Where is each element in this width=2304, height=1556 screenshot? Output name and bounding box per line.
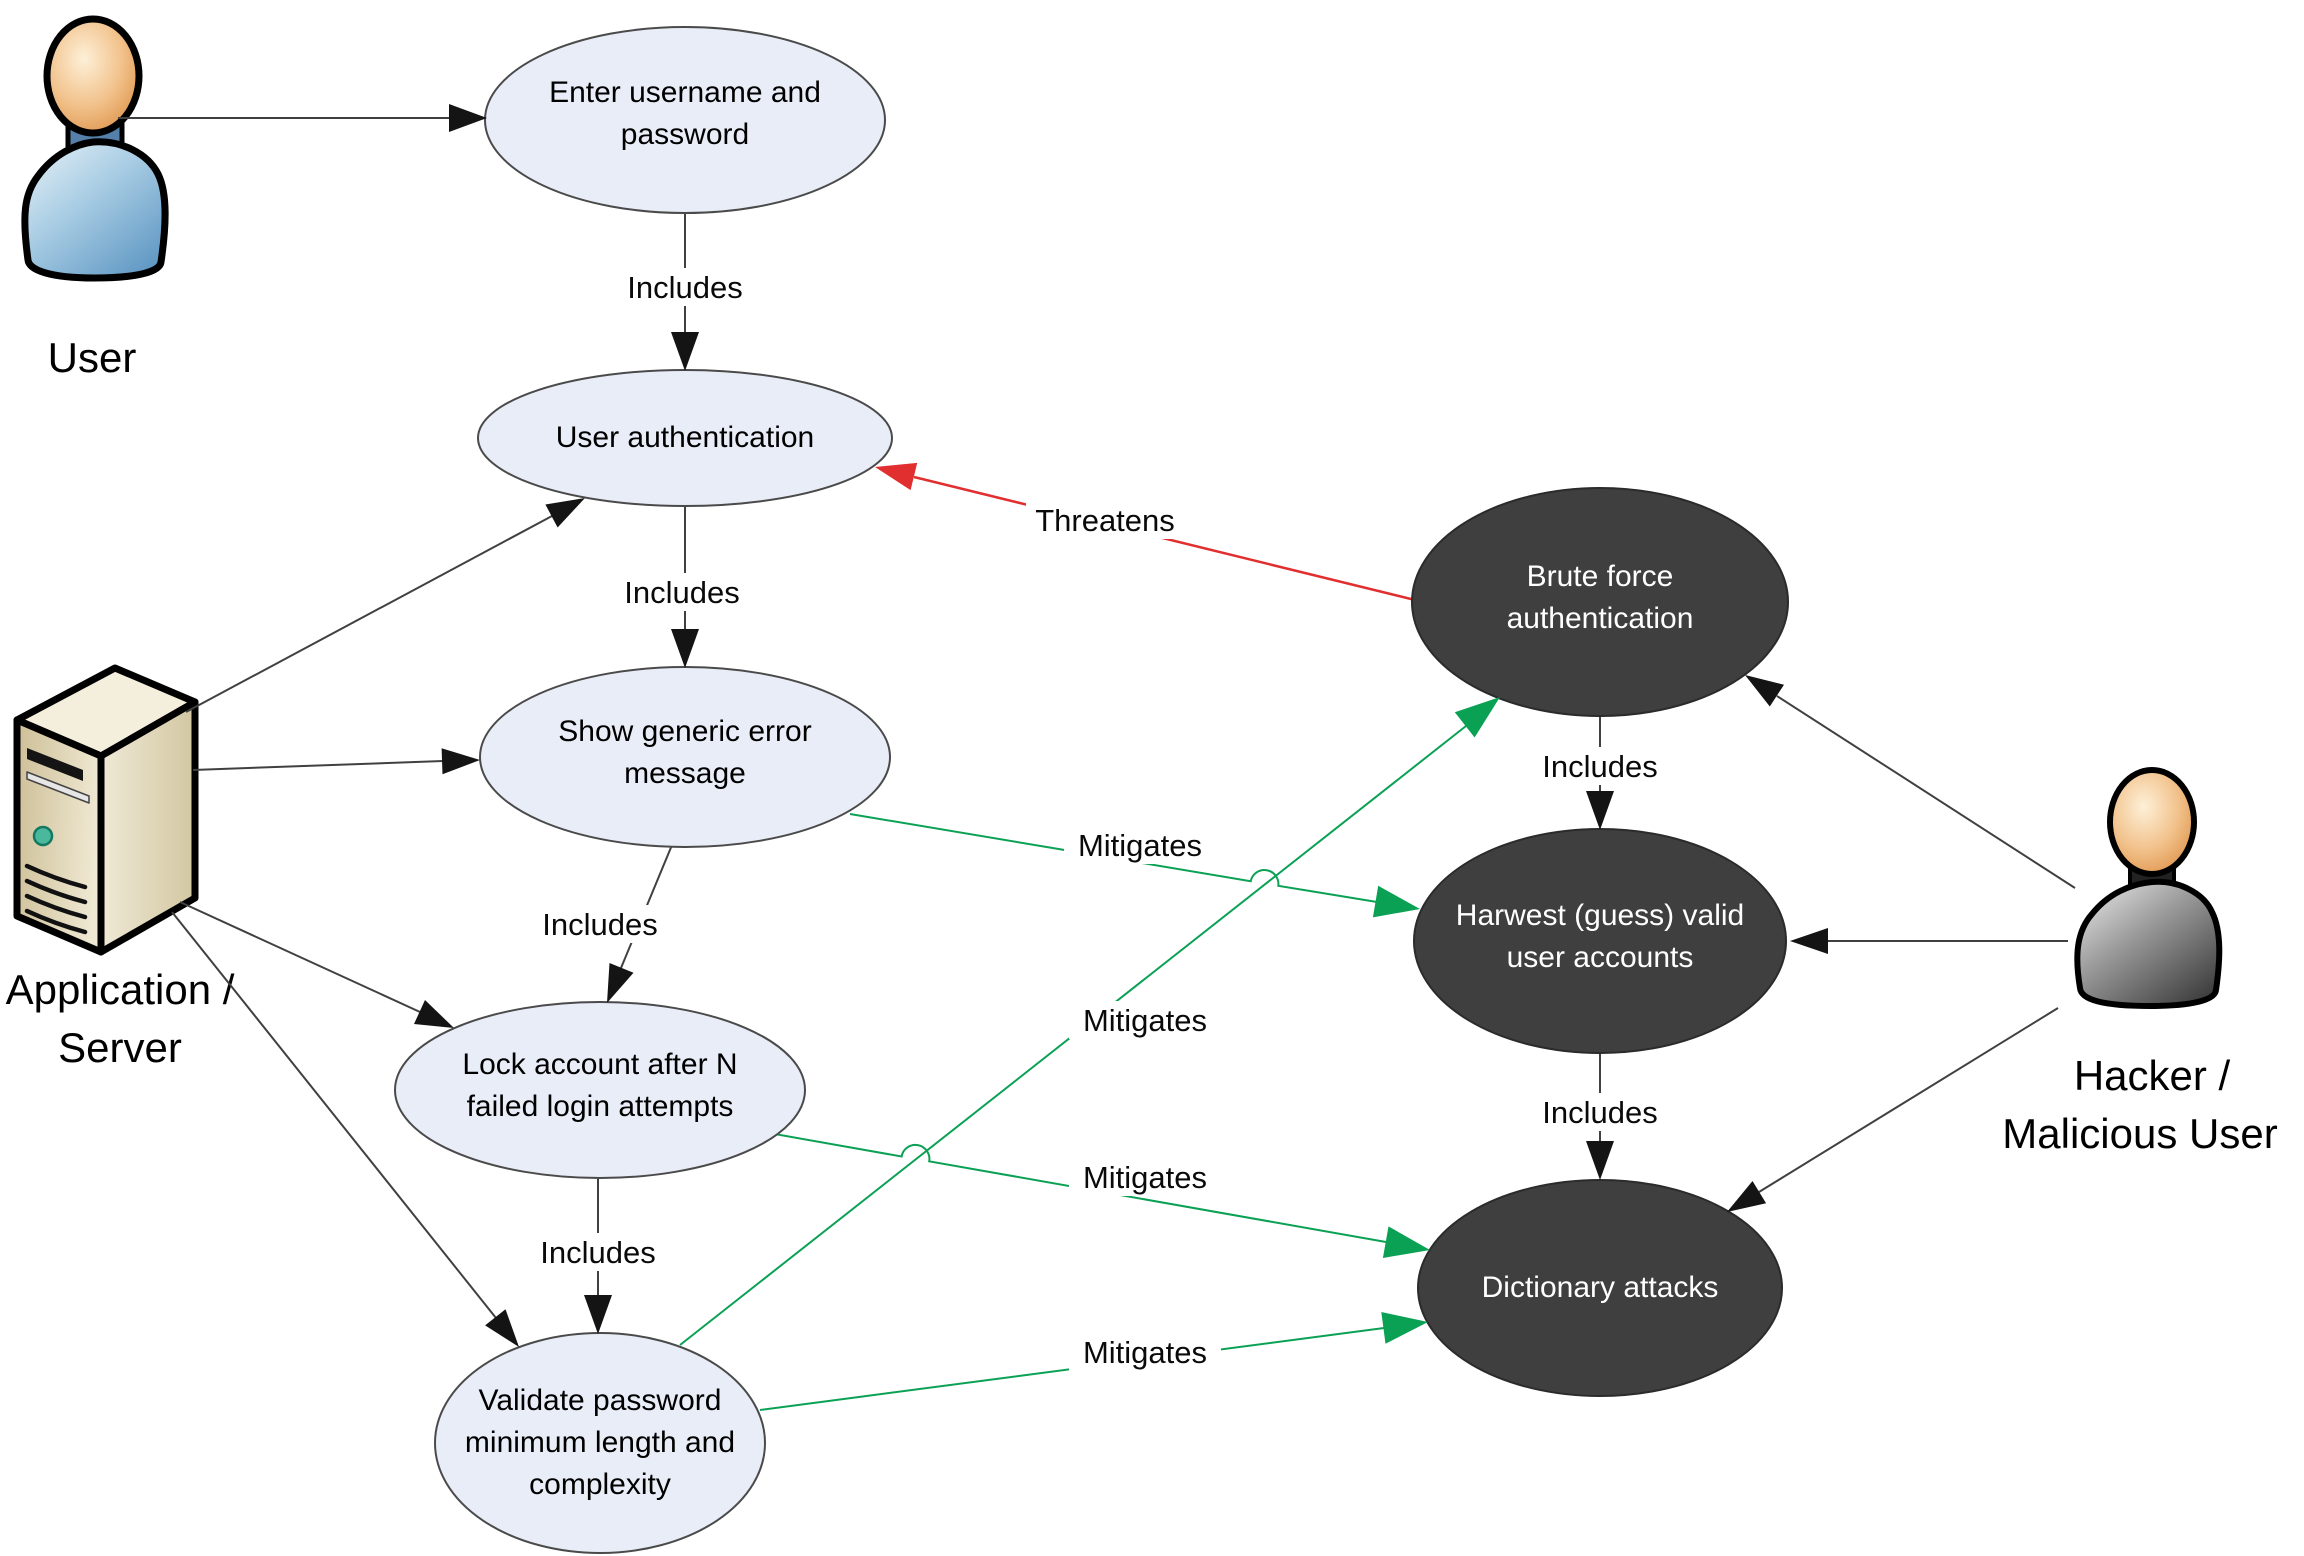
hacker-actor-icon (2077, 770, 2219, 1006)
arrowhead-include-6 (1586, 1141, 1614, 1180)
edge-server-show-generic-error (193, 761, 443, 770)
arrowhead-include-3 (607, 963, 634, 1003)
arrowhead-server-show-generic-error (442, 748, 480, 774)
hacker-actor-label-line1: Hacker / (2073, 1052, 2231, 1099)
arrowhead-include-1 (671, 332, 699, 371)
arrowhead-mitigates-lock-dictionary (1383, 1226, 1430, 1258)
arrowhead-include-4 (584, 1295, 612, 1334)
hacker-actor-label-line2: Malicious User (2002, 1110, 2278, 1157)
show-generic-error-label-line1: Show generic error (558, 715, 812, 748)
user-body (25, 142, 165, 278)
association-and-include-lines (118, 118, 2075, 1318)
harvest-accounts-label-line2: user accounts (1506, 941, 1694, 974)
enter-credentials-label-line1: Enter username and (549, 76, 821, 109)
brute-force-label-line2: authentication (1506, 602, 1694, 635)
validate-password-label-line3: complexity (529, 1468, 671, 1501)
lock-account-label-line1: Lock account after N (462, 1048, 738, 1081)
user-actor-label: User (47, 334, 137, 381)
hacker-head (2110, 770, 2194, 874)
arrowhead-mitigates-validate-dictionary (1381, 1312, 1428, 1344)
user-authentication-label: User authentication (555, 421, 815, 454)
include-label-6: Includes (1542, 1095, 1658, 1130)
include-label-3: Includes (542, 907, 658, 942)
include-label-1: Includes (627, 270, 743, 305)
harvest-accounts-label-line1: Harwest (guess) valid (1455, 899, 1745, 932)
edge-hacker-dictionary-attacks (1759, 1008, 2058, 1192)
brute-force-label-line1: Brute force (1526, 560, 1674, 593)
arrowhead-server-lock-account (414, 1000, 454, 1028)
enter-credentials-label-line2: password (620, 118, 750, 151)
arrowhead-hacker-brute-force (1745, 675, 1784, 707)
threatens-label: Threatens (1035, 503, 1175, 538)
arrowhead-mitigates-validate-bruteforce (1455, 697, 1500, 738)
arrowhead-mitigates-error-harvest (1373, 886, 1420, 918)
arrowhead-user-enter-credentials (449, 104, 487, 132)
lock-account-label-line2: failed login attempts (466, 1090, 734, 1123)
server-actor-label-line1: Application / (5, 966, 235, 1013)
edge-hacker-brute-force (1777, 696, 2075, 888)
arrowhead-threatens (875, 463, 917, 490)
arrowhead-include-5 (1586, 791, 1614, 830)
misuse-case-nodes (1412, 488, 1788, 1396)
server-power-led (34, 827, 52, 845)
server-icon (17, 668, 195, 952)
user-actor-icon (25, 19, 165, 278)
arrowhead-include-2 (671, 629, 699, 668)
mitigates-label-2: Mitigates (1082, 1003, 1208, 1038)
mitigates-label-1: Mitigates (1077, 828, 1203, 863)
validate-password-label-line1: Validate password (478, 1384, 722, 1417)
include-label-4: Includes (540, 1235, 656, 1270)
arrowhead-hacker-harvest-accounts (1790, 928, 1828, 954)
show-generic-error-label-line2: message (624, 757, 746, 790)
user-head (47, 19, 139, 133)
dictionary-attacks-label: Dictionary attacks (1481, 1271, 1719, 1304)
edge-server-user-authentication (186, 516, 552, 712)
use-case-nodes (395, 27, 892, 1553)
mitigates-label-3: Mitigates (1082, 1160, 1208, 1195)
arrowhead-server-validate-password (485, 1309, 519, 1347)
validate-password-label-line2: minimum length and (464, 1426, 736, 1459)
arrowhead-hacker-dictionary-attacks (1727, 1181, 1766, 1212)
include-label-2: Includes (624, 575, 740, 610)
include-label-5: Includes (1542, 749, 1658, 784)
arrowhead-server-user-authentication (545, 498, 585, 528)
hacker-body (2077, 882, 2219, 1006)
server-actor-label-line2: Server (58, 1024, 182, 1071)
mitigates-label-4: Mitigates (1082, 1335, 1208, 1370)
